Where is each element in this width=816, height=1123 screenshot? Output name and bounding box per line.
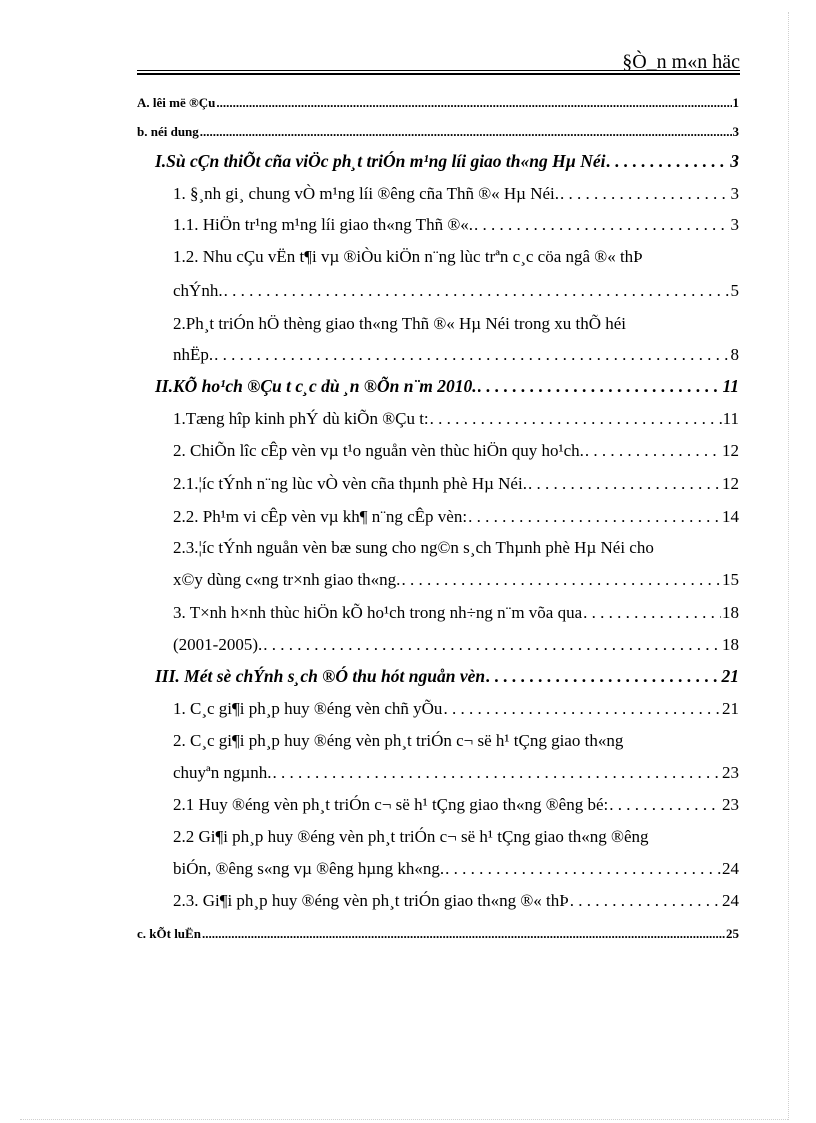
page-number: 3	[730, 215, 739, 234]
page-number: 14	[722, 507, 739, 526]
dot-leader	[443, 699, 721, 719]
page-number: 21	[722, 699, 739, 718]
page-number: 8	[730, 345, 739, 364]
dot-leader	[486, 666, 720, 687]
page-number: 11	[722, 376, 739, 396]
toc-entry-iii-2-3[interactable]: 2.3. Gi¶i ph¸p huy ®éng vèn ph¸t triÓn giao th«ng ®« thÞ . . . 24	[173, 891, 739, 911]
dot-leader	[273, 763, 721, 783]
toc-entry-content[interactable]: b. néi dung ..... 3	[137, 124, 739, 140]
dot-leader	[474, 215, 730, 235]
toc-entry-1-2[interactable]: chÝnh. . . . 5	[173, 281, 739, 301]
dot-leader	[263, 635, 721, 655]
dot-leader	[401, 570, 721, 590]
toc-entry-ii-2-3[interactable]: x©y dùng c«ng tr×nh giao th«ng. . . . 15	[173, 570, 739, 590]
dot-leader	[560, 184, 729, 204]
toc-entry-ii-2-1[interactable]: 2.1.¦íc tÝnh n¨ng lùc vÒ vèn cña thµnh phè Hµ Néi. . . . 12	[173, 474, 739, 494]
page-number: 23	[722, 795, 739, 814]
toc-entry-iii-2-2-line1[interactable]: 2.2 Gi¶i ph¸p huy ®éng vèn ph¸t triÓn c¬ së h¹ tÇng giao th«ng ®êng	[173, 827, 649, 846]
dot-leader	[606, 151, 729, 172]
toc-entry-section-3[interactable]: III. Mét sè chÝnh s¸ch ®Ó thu hót nguån vèn . . . 21	[155, 666, 739, 687]
dot-leader	[478, 376, 722, 397]
toc-entry-1-1[interactable]: 1.1. HiÖn tr¹ng m¹ng líi giao th«ng Thñ ®«. . . . 3	[173, 215, 739, 235]
toc-entry-1[interactable]: 1. §¸nh gi¸ chung vÒ m¹ng líi ®êng cña Thñ ®« Hµ Néi. . . . 3	[173, 184, 739, 204]
dot-leader	[445, 859, 721, 879]
page-number: 18	[722, 603, 739, 622]
header-double-rule	[137, 70, 740, 75]
toc-entry-ii-2-3-line1[interactable]: 2.3.¦íc tÝnh nguån vèn bæ sung cho ng©n s¸ch Thµnh phè Hµ Néi cho	[173, 538, 654, 557]
toc-entry-1-2-line1[interactable]: 1.2. Nhu cÇu vËn t¶i vµ ®iÒu kiÖn n¨ng lùc trªn c¸c cöa ngâ ®« thÞ	[173, 247, 643, 266]
page-number: 11	[722, 409, 739, 428]
page-number: 5	[730, 281, 739, 300]
dot-leader	[570, 891, 721, 911]
dot-leader	[430, 409, 722, 429]
page-number: 24	[722, 859, 739, 878]
dot-leader	[200, 124, 732, 140]
toc-entry-iii-1[interactable]: 1. C¸c gi¶i ph¸p huy ®éng vèn chñ yÕu . . . 21	[173, 699, 739, 719]
page-number: 23	[722, 763, 739, 782]
page-edge-bottom	[20, 1119, 788, 1120]
page-number: 15	[722, 570, 739, 589]
page-number: 12	[722, 441, 739, 460]
toc-entry-iii-2-2[interactable]: biÓn, ®êng s«ng vµ ®êng hµng kh«ng. . . . 24	[173, 859, 739, 879]
page-number: 3	[732, 124, 739, 139]
toc-entry-ii-3-years[interactable]: (2001-2005). . . . 18	[173, 635, 739, 655]
dot-leader	[468, 507, 721, 527]
toc-entry-ii-2[interactable]: 2. ChiÕn lîc cÊp vèn vµ t¹o nguån vèn thùc hiÖn quy ho¹ch. . . . 12	[173, 441, 739, 461]
page-edge-right	[788, 12, 789, 1120]
page-number: 24	[722, 891, 739, 910]
page-number: 1	[732, 95, 739, 110]
toc-entry-iii-2-line1[interactable]: 2. C¸c gi¶i ph¸p huy ®éng vèn ph¸t triÓn c¬ së h¹ tÇng giao th«ng	[173, 731, 624, 750]
dot-leader	[214, 345, 729, 365]
toc-entry-section-1[interactable]: I.Sù cÇn thiÕt cña viÖc ph¸t triÓn m¹ng líi giao th«ng Hµ Néi . . . 3	[155, 151, 739, 172]
toc-entry-2-line1[interactable]: 2.Ph¸t triÓn hÖ thèng giao th«ng Thñ ®« Hµ Néi trong xu thÕ héi	[173, 314, 627, 333]
dot-leader	[202, 926, 725, 942]
page-number: 25	[726, 926, 739, 941]
page-number: 3	[730, 151, 739, 171]
page-number: 18	[722, 635, 739, 654]
toc-entry-iii-2[interactable]: chuyªn ngµnh. . . . 23	[173, 763, 739, 783]
page-number: 12	[722, 474, 739, 493]
dot-leader	[609, 795, 721, 815]
page-header-title: §Ò_n m«n häc	[622, 51, 740, 73]
toc-entry-conclusion[interactable]: c. kÕt luËn ..... 25	[137, 926, 739, 942]
dot-leader	[585, 441, 721, 461]
dot-leader	[583, 603, 721, 623]
dot-leader	[216, 95, 731, 111]
dot-leader	[528, 474, 721, 494]
page-number: 3	[730, 184, 739, 203]
toc-entry-intro[interactable]: A. lêi më ®Çu ..... 1	[137, 95, 739, 111]
toc-entry-2[interactable]: nhËp. . . . 8	[173, 345, 739, 365]
dot-leader	[224, 281, 730, 301]
toc-entry-section-2[interactable]: II.KÕ ho¹ch ®Çu t c¸c dù ¸n ®Õn n¨m 2010. . . . 11	[155, 376, 739, 397]
toc-entry-ii-2-2[interactable]: 2.2. Ph¹m vi cÊp vèn vµ kh¶ n¨ng cÊp vèn: . . . 14	[173, 507, 739, 527]
toc-entry-ii-1[interactable]: 1.Tæng hîp kinh phÝ dù kiÕn ®Çu t: . . . 11	[173, 409, 739, 429]
toc-entry-ii-3[interactable]: 3. T×nh h×nh thùc hiÖn kÕ ho¹ch trong nh÷ng n¨m võa qua . . . 18	[173, 603, 739, 623]
page-number: 21	[721, 666, 739, 686]
toc-entry-iii-2-1[interactable]: 2.1 Huy ®éng vèn ph¸t triÓn c¬ së h¹ tÇng giao th«ng ®êng bé: . . . 23	[173, 795, 739, 815]
